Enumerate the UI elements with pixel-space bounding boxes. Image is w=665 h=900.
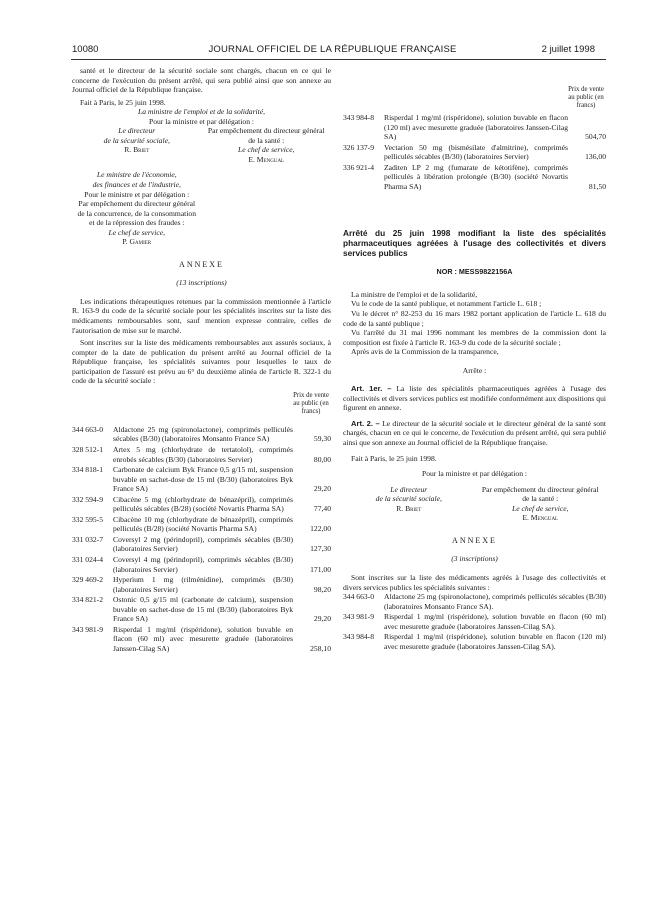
list-item [72, 425, 331, 444]
item-code: 344 663-0 [343, 592, 375, 602]
indications-paragraph: Les indications thérapeutiques retenues par la commission mentionnée à l'article R. 163-9 du code de la sécurité sociale pour les spécialités inscrites sur la liste des médicaments remboursables sont, sauf mention expresse contraire, celles de l'autorisation de mise sur le marché. [72, 296, 331, 335]
dir-title-right-2: de la sécurité sociale, [375, 494, 442, 504]
pour-ministre: Pour la ministre et par délégation : [148, 116, 255, 126]
item-code: 343 984-8 [343, 632, 375, 642]
page-number: 10080 [72, 44, 99, 55]
list-item [72, 595, 331, 624]
pour-ministre-2: Pour le ministre et par délégation : [84, 189, 190, 199]
issue-date: 2 juillet 1998 [541, 44, 595, 55]
item-description: Zaditen LP 2 mg (fumarate de kétotifène), comprimés pelliculés à libération prolongée (B/30) (société Novartis Pharma SA) [384, 162, 568, 191]
empechement-2: de la santé : [248, 135, 285, 145]
item-code: 344 663-0 [72, 424, 104, 434]
dir-name: R. Briet [124, 145, 150, 155]
right-column [343, 66, 606, 652]
list-item [72, 575, 331, 594]
item-description: Risperdal 1 mg/ml (rispéridone), solution buvable en flacon (120 ml) avec mesurette graduée (laboratoires Janssen-Cilag SA). [384, 632, 606, 651]
item-code: 343 984-8 [343, 113, 375, 122]
list-item [72, 445, 331, 464]
dir-title-right: Le directeur [390, 484, 428, 494]
item-description: Artex 5 mg (chlorhydrate de tertatolol), comprimés enrobés sécables (B/30) (laboratoires Servier) [113, 444, 293, 464]
apres-avis: Après avis de la Commission de la transparence, [351, 347, 499, 357]
item-code: 336 921-4 [343, 162, 375, 172]
ministre-line: La ministre de l'emploi et de la solidarité, [351, 289, 478, 299]
item-code: 334 818-1 [72, 465, 104, 475]
item-price: 81,50 [588, 181, 606, 191]
list-item [343, 163, 606, 192]
item-description: Cibacène 10 mg (chlorhydrate de bénazépril), comprimés pelliculés (B/28) (société Novartis Pharma SA) [113, 514, 293, 534]
item-price: 29,20 [313, 484, 331, 494]
agreed-medicine-list [343, 592, 606, 651]
list-item [72, 555, 331, 574]
ministre-eco-2: des finances et de l'industrie, [92, 180, 181, 190]
signature-block-2 [72, 170, 202, 246]
decree-title: Arrêté du 25 juin 1998 modifiant la liste des spécialités pharmaceutiques agréées à l'usage des collectivités et divers services publics [343, 228, 606, 259]
arrete-word: Arrête : [462, 365, 487, 375]
header-rule [71, 59, 606, 60]
dir-name-right: R. Briet [396, 503, 422, 513]
page-header [0, 44, 665, 58]
item-price: 258,10 [310, 643, 331, 653]
chef2-name: P. Gamier [122, 237, 152, 247]
item-code: 332 595-5 [72, 514, 104, 524]
annexe-heading-right: ANNEXE [452, 535, 497, 545]
list-item [72, 465, 331, 494]
pour-ministre-right: Pour la ministre et par délégation : [421, 469, 528, 479]
fait-line-right: Fait à Paris, le 25 juin 1998. [351, 453, 437, 463]
dir-title-2: de la sécurité sociale, [103, 135, 170, 145]
item-code: 343 981-9 [72, 624, 104, 634]
price-header-right: Prix de vente au public (en francs) [568, 86, 604, 109]
article-1-label: Art. 1er. – [351, 384, 392, 394]
empechement-dgccrf: Par empêchement du directeur général [78, 199, 196, 209]
signature-block-right [343, 485, 606, 523]
item-description: Risperdal 1 mg/ml (rispéridone), solution buvable en flacon (120 ml) avec mesurette graduée (laboratoires Janssen-Cilag SA) [384, 113, 568, 142]
article-2-text: Le directeur de la sécurité sociale et le directeur général de la santé sont chargés, chacun en ce qui le concerne, de l'exécution du présent arrêté, qui sera publié ainsi que son annexe au Journal officiel de la République française. [343, 418, 606, 448]
article-2-label: Art. 2. – [351, 418, 380, 428]
item-code: 334 821-2 [72, 595, 104, 605]
item-price: 504,70 [585, 132, 606, 142]
item-description: Coversyl 2 mg (périndopril), comprimés sécables (B/30) (laboratoires Servier) [113, 534, 293, 554]
empechement-right-2: de la santé : [522, 494, 559, 504]
item-description: Coversyl 4 mg (périndopril), comprimés sécables (B/30) (laboratoires Servier) [113, 554, 293, 574]
item-price: 127,30 [310, 544, 331, 554]
item-description: Risperdal 1 mg/ml (rispéridone), solution buvable en flacon (60 ml) avec mesurette graduée (laboratoires Janssen-Cilag SA). [384, 612, 606, 631]
price-header: Prix de vente au public (en francs) [293, 391, 329, 415]
list-item [343, 592, 606, 611]
intro-paragraph: santé et le directeur de la sécurité sociale sont chargés, chacun en ce qui le concerne de l'exécution du présent arrêté, qui sera publié ainsi que son annexe au Journal officiel de la République française. [72, 66, 331, 95]
vu-arrete: Vu l'arrêté du 31 mai 1996 nommant les membres de la commission dont la composition est fixée à l'article R. 163-9 du code de la sécurité sociale ; [343, 328, 606, 347]
list-item [343, 612, 606, 631]
empechement-right: Par empêchement du directeur général [481, 484, 599, 494]
item-price: 29,20 [313, 614, 331, 624]
list-item [72, 515, 331, 534]
chef-title-right: Le chef de service, [511, 503, 569, 513]
inscriptions-count-right: (3 inscriptions) [451, 554, 498, 564]
article-2 [343, 419, 606, 448]
journal-title: JOURNAL OFFICIEL DE LA RÉPUBLIQUE FRANÇAISE [208, 44, 457, 55]
vu-decret: Vu le décret n° 82-253 du 16 mars 1982 portant application de l'article L. 618 du code de la santé publique ; [343, 309, 606, 328]
sont-inscrites-paragraph: Sont inscrites sur la liste des médicaments agréés à l'usage des collectivités et divers services publics les spécialités suivantes : [343, 572, 606, 592]
item-code: 343 981-9 [343, 612, 375, 622]
medicine-list [72, 425, 331, 654]
item-code: 329 469-2 [72, 575, 104, 585]
annexe-heading: ANNEXE [179, 259, 224, 269]
item-description: Carbonate de calcium Byk France 0,5 g/15 ml, suspension buvable en sachet-dose de 15 ml (B/30) (laboratoires Byk France SA) [113, 465, 293, 494]
inscriptions-count: (13 inscriptions) [176, 278, 227, 288]
item-code: 326 137-9 [343, 142, 375, 152]
list-item [343, 143, 606, 162]
empechement: Par empêchement du directeur général [207, 126, 325, 136]
article-1-text: La liste des spécialités pharmaceutiques agréées à l'usage des collectivités et divers services publics est modifiée conformément aux dispositions qui figurent en annexe. [343, 384, 606, 413]
medicine-list-continued [343, 113, 606, 191]
item-code: 331 024-4 [72, 554, 104, 564]
chef-name: E. Mengual [248, 154, 285, 164]
left-column [72, 66, 331, 654]
item-price: 77,40 [313, 504, 331, 514]
item-code: 332 594-9 [72, 494, 104, 504]
nor-reference: NOR : MESS9822156A [436, 267, 513, 277]
inscription-paragraph: Sont inscrites sur la liste des médicaments remboursables aux assurés sociaux, à compter de la date de publication du présent arrêté au Journal officiel de la République française, les spécialités suivantes pour lesquelles le taux de participation de l'assuré est prévu au 6° du deuxième alinéa de l'article R. 322-1 du code de la sécurité sociale : [72, 338, 331, 386]
item-description: Vectarion 50 mg (bismésilate d'almitrine), comprimés pelliculés sécables (B/30) (laboratoires Servier) [384, 142, 568, 162]
ministre-eco: Le ministre de l'économie, [96, 170, 177, 180]
chef-name-right: E. Mengual [522, 513, 559, 523]
item-description: Hyperium 1 mg (rilménidine), comprimés (B/30) (laboratoires Servier) [113, 575, 293, 594]
item-price: 136,00 [585, 152, 606, 162]
dir-title: Le directeur [118, 126, 156, 136]
item-price: 122,00 [310, 524, 331, 534]
ministre-emploi: La ministre de l'emploi et de la solidarité, [137, 107, 266, 117]
list-item [72, 625, 331, 654]
item-code: 331 032-7 [72, 534, 104, 544]
item-description: Risperdal 1 mg/ml (rispéridone), solution buvable en flacon (60 ml) avec mesurette graduée (laboratoires Janssen-Cilag SA) [113, 624, 293, 653]
empechement-dgccrf-2: de la concurrence, de la consommation [77, 208, 196, 218]
item-description: Ostonic 0,5 g/15 ml (carbonate de calcium), suspension buvable en sachet-dose de 15 ml (B/30) (laboratoires Byk France SA) [113, 595, 293, 624]
signature-block-1 [72, 126, 331, 164]
list-item [72, 535, 331, 554]
article-1 [343, 384, 606, 413]
item-price: 80,00 [313, 454, 331, 464]
item-price: 59,30 [313, 434, 331, 444]
chef2-title: Le chef de service, [108, 227, 165, 237]
chef-title: Le chef de service, [237, 145, 295, 155]
item-price: 98,20 [313, 584, 331, 594]
list-item [343, 632, 606, 651]
item-description: Aldactone 25 mg (spironolactone), comprimés pelliculés sécables (B/30) (laboratoires Monsanto France SA) [113, 424, 293, 444]
vu-code: Vu le code de la santé publique, et notamment l'article L. 618 ; [351, 299, 542, 309]
item-description: Cibacène 5 mg (chlorhydrate de bénazépril), comprimés pelliculés sécables (B/28) (société Novartis Pharma SA) [113, 494, 293, 514]
empechement-dgccrf-3: et de la répression des fraudes : [89, 218, 185, 228]
list-item [343, 113, 606, 142]
item-code: 328 512-1 [72, 444, 104, 454]
item-description: Aldactone 25 mg (spironolactone), comprimés pelliculés sécables (B/30) (laboratoires Monsanto France SA). [384, 592, 606, 611]
fait-line: Fait à Paris, le 25 juin 1998. [80, 97, 166, 107]
list-item [72, 495, 331, 514]
item-price: 171,00 [310, 564, 331, 574]
